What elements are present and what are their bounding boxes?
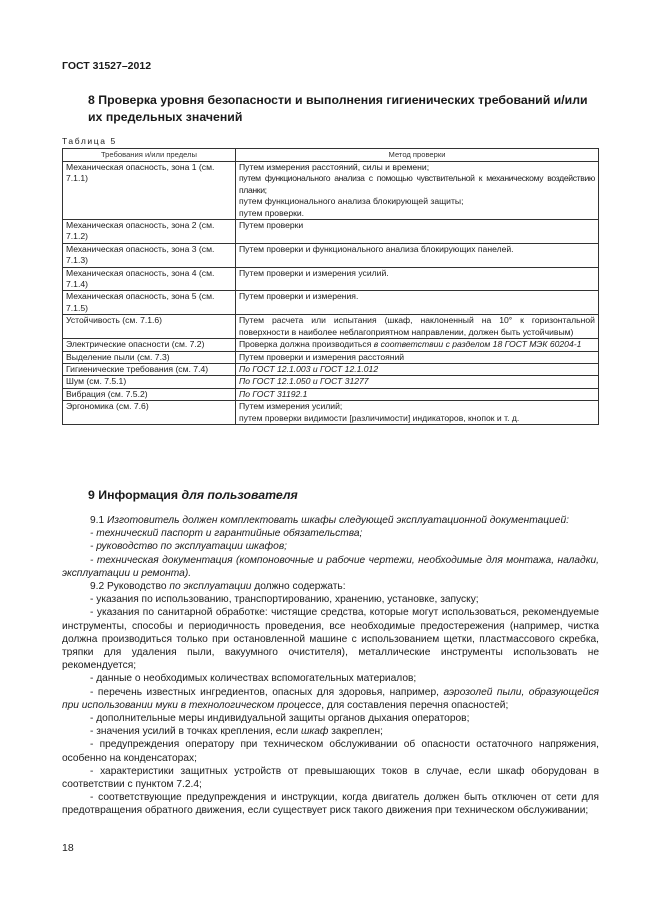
clause-number: 9.1 — [90, 515, 107, 526]
table-header-row — [63, 149, 599, 162]
method-line: путем функционального анализа блокирующей защиты; — [239, 196, 464, 207]
clause-text: должно содержать: — [251, 581, 346, 593]
table-row — [63, 351, 599, 363]
section-8-title: 8 Проверка уровня безопасности и выполнения гигиенических требований и/или их предельных значений — [88, 93, 588, 124]
table-caption: Таблица 5 — [62, 136, 117, 146]
method-cell: Путем проверки и измерения расстояний — [236, 351, 599, 363]
list-item — [62, 725, 599, 738]
table-row — [63, 401, 599, 425]
clause-text-italic: по эксплуатации — [169, 581, 252, 593]
list-text-italic: аэрозолей пыли, образующейся при использовании муки в технологическом процессе — [62, 686, 599, 711]
list-item: - дополнительные меры индивидуальной защиты органов дыхания операторов; — [90, 713, 470, 725]
paragraph-9-1 — [62, 514, 599, 527]
method-cell: Путем расчета или испытания (шкаф, наклоненный на 10° к горизонтальной поверхности в наиболее неблагоприятном направлении, должен быть устойчивым) — [236, 315, 599, 339]
method-cell: По ГОСТ 12.1.050 и ГОСТ 31277 — [236, 376, 599, 388]
method-line: путем функционального анализа с помощью чувствительной к механическому воздействию планки; — [239, 173, 595, 195]
requirement-cell: Эргономика (см. 7.6) — [63, 401, 236, 425]
paragraph-9-2 — [62, 580, 599, 593]
requirement-cell: Механическая опасность, зона 4 (см. 7.1.4) — [63, 267, 236, 291]
requirement-cell: Выделение пыли (см. 7.3) — [63, 351, 236, 363]
table-row — [63, 291, 599, 315]
method-cell: Путем проверки и измерения усилий. — [236, 267, 599, 291]
requirement-cell: Механическая опасность, зона 3 (см. 7.1.3) — [63, 243, 236, 267]
table-row — [63, 363, 599, 375]
list-item: - техническая документация (компоновочные и рабочие чертежи, необходимые для монтажа, наладки, эксплуатации и ремонта). — [62, 554, 599, 579]
method-cell — [236, 339, 599, 351]
list-text: , для составления перечня опасностей; — [321, 699, 509, 711]
method-cell — [236, 401, 599, 425]
method-cell: Путем проверки — [236, 220, 599, 244]
method-line: Путем измерения усилий; — [239, 401, 343, 412]
clause-text: Изготовитель должен комплектовать шкафы следующей эксплуатационной документацией: — [107, 515, 569, 526]
list-item: - характеристики защитных устройств от превышающих токов в случае, если шкаф оборудован в соответствии с пунктом 7.2.4; — [62, 765, 599, 791]
table-row — [63, 315, 599, 339]
method-line: Путем измерения расстояний, силы и времени; — [239, 162, 430, 172]
method-line: путем проверки видимости [различимости] индикаторов, кнопок и т. д. — [239, 412, 520, 423]
table-row — [63, 243, 599, 267]
requirement-cell: Вибрация (см. 7.5.2) — [63, 388, 236, 400]
page-number: 18 — [62, 842, 74, 854]
column-header-method: Метод проверки — [236, 149, 599, 162]
method-cell: Путем проверки и измерения. — [236, 291, 599, 315]
table-5 — [62, 148, 599, 425]
list-item: - данные о необходимых количествах вспомогательных материалов; — [90, 673, 417, 685]
section-9-title-text: 9 Информация — [88, 488, 182, 502]
requirement-cell: Электрические опасности (см. 7.2) — [63, 339, 236, 351]
table-row — [63, 376, 599, 388]
requirement-cell: Шум (см. 7.5.1) — [63, 376, 236, 388]
document-code: ГОСТ 31527–2012 — [62, 60, 152, 72]
method-reference: в соответствии с разделом 18 ГОСТ МЭК 60204-1 — [373, 339, 582, 350]
table-row — [63, 339, 599, 351]
list-item — [62, 686, 599, 712]
requirement-cell: Механическая опасность, зона 2 (см. 7.1.2) — [63, 220, 236, 244]
method-cell: По ГОСТ 31192.1 — [236, 388, 599, 400]
requirement-cell: Устойчивость (см. 7.1.6) — [63, 315, 236, 339]
list-text-italic: шкаф — [300, 726, 329, 738]
list-text: - перечень известных ингредиентов, опасных для здоровья, например, — [90, 686, 444, 698]
list-item: - указания по использованию, транспортированию, хранению, установке, запуску; — [90, 594, 479, 606]
list-item: - технический паспорт и гарантийные обязательства; — [90, 528, 363, 540]
list-text: - значения усилий в точках крепления, если — [90, 726, 301, 738]
requirement-cell: Гигиенические требования (см. 7.4) — [63, 363, 236, 375]
table-row — [63, 388, 599, 400]
table-row — [63, 220, 599, 244]
list-item: - предупреждения оператору при техническом обслуживании об опасности остаточного напряжения, особенно на конденсаторах; — [62, 739, 599, 764]
list-item: - соответствующие предупреждения и инструкции, когда двигатель должен быть отключен от сети для предотвращения обратного движения, если существует риск такого движения при техническом обслуживании; — [62, 792, 599, 817]
list-item: - руководство по эксплуатации шкафов; — [90, 541, 287, 553]
list-item: - указания по санитарной обработке: чистящие средства, которые могут использоваться, рекомендуемые инструменты, способы и периодичность проведения, все необходимые предостережения (например, чистка должна производиться только при остановленной машине с использованием щетки, пластмассового скребка, тряпки для удаления пыли, вакуумного очистителя), металлические инструменты использовать не рекомендуется; — [62, 607, 599, 672]
table-row — [63, 267, 599, 291]
method-text: Проверка должна производиться — [239, 339, 374, 350]
section-9-title-italic: для пользователя — [181, 488, 298, 502]
requirement-cell: Механическая опасность, зона 5 (см. 7.1.5) — [63, 291, 236, 315]
column-header-requirements: Требования и/или пределы — [63, 149, 236, 162]
requirement-cell: Механическая опасность, зона 1 (см. 7.1.1) — [63, 162, 236, 220]
table-row — [63, 162, 599, 220]
method-cell — [236, 162, 599, 220]
method-cell: По ГОСТ 12.1.003 и ГОСТ 12.1.012 — [236, 363, 599, 375]
clause-text: 9.2 Руководство — [90, 581, 170, 593]
section-9-body — [62, 514, 599, 818]
method-cell: Путем проверки и функционального анализа блокирующих панелей. — [236, 243, 599, 267]
section-9-title — [88, 488, 298, 502]
method-line: путем проверки. — [239, 207, 305, 218]
list-text: закреплен; — [328, 726, 383, 738]
